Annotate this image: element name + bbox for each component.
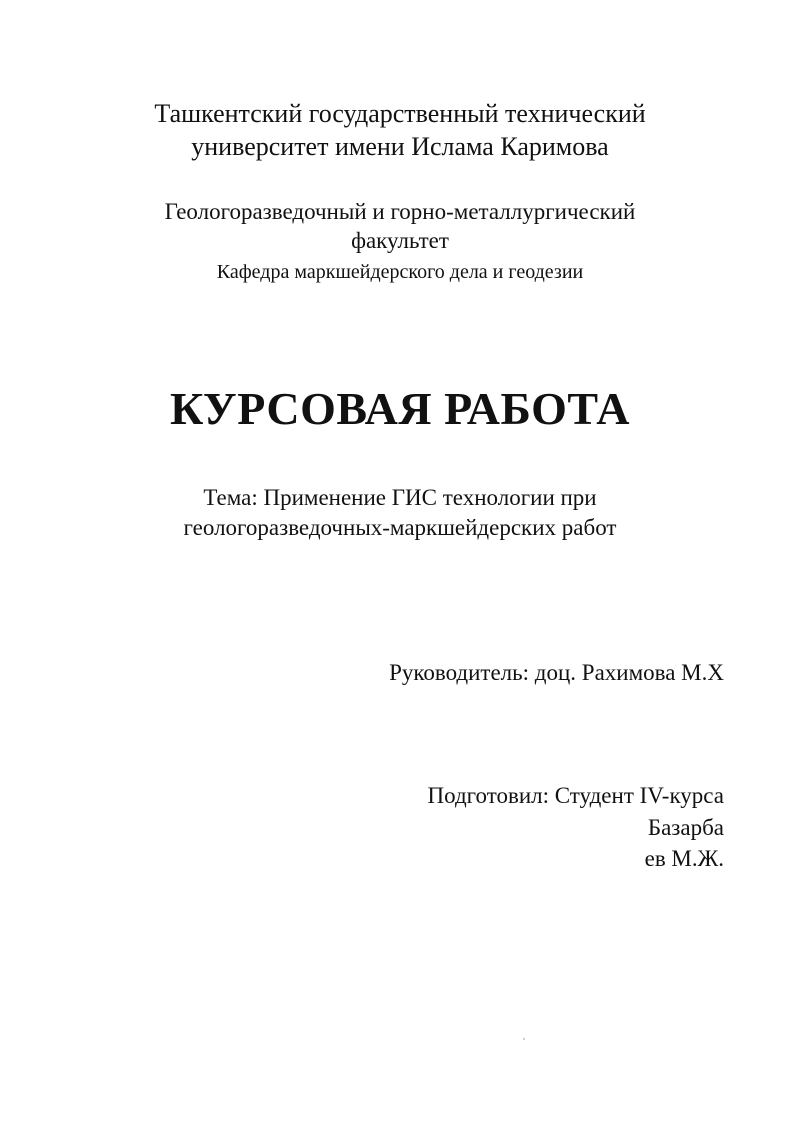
document-title: КУРСОВАЯ РАБОТА bbox=[170, 383, 630, 434]
topic bbox=[0, 483, 800, 543]
faculty-name-line-1: Геологоразведочный и горно-металлургический bbox=[164, 199, 636, 224]
topic-line-2: геологоразведочных-маркшейдерских работ bbox=[183, 514, 617, 540]
prepared-by bbox=[428, 780, 724, 875]
university-name-line-1: Ташкентский государственный технический bbox=[154, 99, 646, 128]
department-name: Кафедра маркшейдерского дела и геодезии bbox=[216, 261, 584, 283]
prepared-by-line-3: ев М.Ж. bbox=[644, 846, 724, 872]
topic-line-1: Тема: Применение ГИС технологии при bbox=[203, 485, 597, 510]
university-name-line-2: университет имени Ислама Каримова bbox=[191, 131, 609, 161]
scan-speck bbox=[523, 1038, 525, 1040]
university-name bbox=[0, 98, 800, 163]
prepared-by-line-1: Подготовил: Студент IV-курса bbox=[427, 783, 724, 808]
faculty-name bbox=[0, 198, 800, 256]
prepared-by-line-2: Базарба bbox=[647, 814, 724, 840]
faculty-name-line-2: факультет bbox=[351, 227, 449, 253]
supervisor: Руководитель: доц. Рахимова М.Х bbox=[389, 660, 724, 685]
